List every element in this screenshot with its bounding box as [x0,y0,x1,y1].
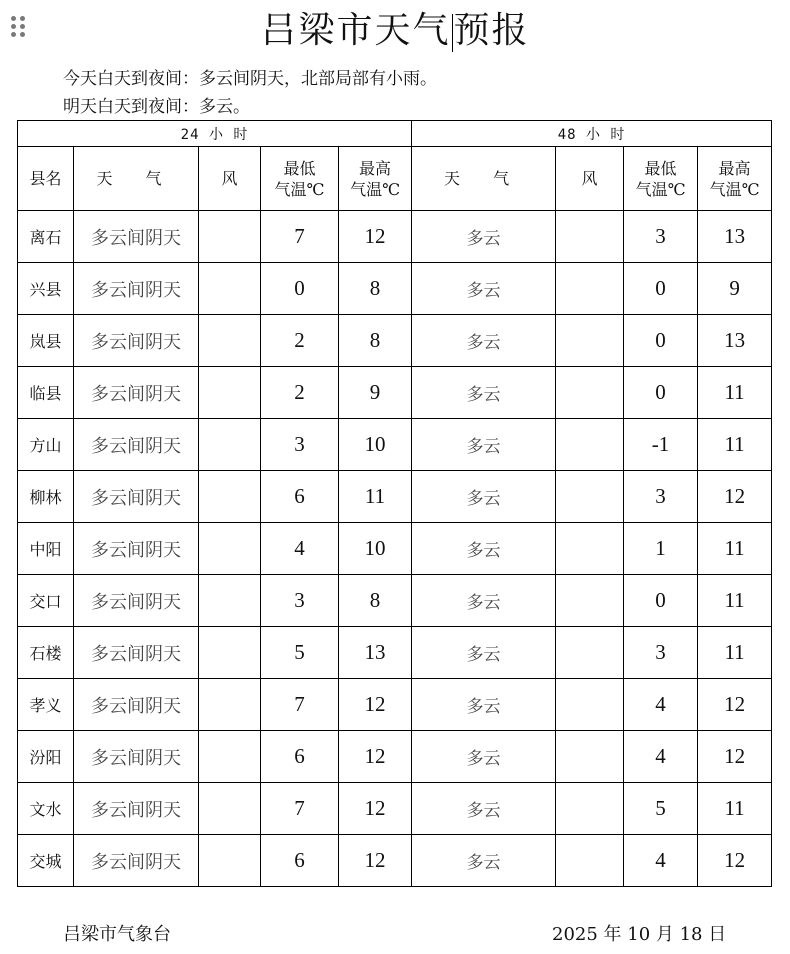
weather-48h-cell: 多云 [412,523,556,575]
min-temp-24h-cell: 3 [261,575,339,627]
wind-48h-cell [556,367,624,419]
county-cell: 文水 [18,783,74,835]
max-temp-48h-cell: 11 [698,627,772,679]
max-temp-48h-cell: 12 [698,679,772,731]
wind-24h-cell [199,263,261,315]
min-temp-24h-cell: 4 [261,523,339,575]
wind-48h-cell [556,315,624,367]
weather-48h-cell: 多云 [412,835,556,887]
max-temp-24h-cell: 12 [339,211,412,263]
weather-48h-cell: 多云 [412,731,556,783]
wind-24h-cell [199,627,261,679]
header-text: 最低 [283,158,316,178]
weather-48h-cell: 多云 [412,367,556,419]
wind-24h-cell [199,367,261,419]
wind-48h-cell [556,575,624,627]
forecast-table [17,120,772,887]
weather-24h-cell: 多云间阴天 [74,835,199,887]
weather-24h-cell: 多云间阴天 [74,419,199,471]
table-row [18,419,772,471]
wind-48h-cell [556,471,624,523]
wind-48h-cell [556,263,624,315]
min-temp-48h-cell: 5 [624,783,698,835]
min-temp-48h-cell: 3 [624,627,698,679]
title-part-2: 预报 [453,10,530,51]
table-row [18,367,772,419]
weather-48h-cell: 多云 [412,419,556,471]
min-temp-24h-cell: 7 [261,211,339,263]
min-temp-48h-header [624,147,698,211]
max-temp-48h-cell: 12 [698,731,772,783]
table-row [18,627,772,679]
weather-48h-cell: 多云 [412,575,556,627]
max-temp-48h-cell: 11 [698,523,772,575]
weather-48h-cell: 多云 [412,263,556,315]
max-temp-24h-cell: 12 [339,835,412,887]
wind-24h-cell [199,471,261,523]
county-header: 县名 [18,147,74,211]
weather-24h-cell: 多云间阴天 [74,471,199,523]
county-cell: 汾阳 [18,731,74,783]
min-temp-48h-cell: 4 [624,731,698,783]
table-row [18,575,772,627]
county-cell: 柳林 [18,471,74,523]
today-forecast-text: 今天白天到夜间：多云间阴天，北部局部有小雨。 [63,69,437,89]
county-cell: 岚县 [18,315,74,367]
wind-24h-cell [199,315,261,367]
max-temp-48h-cell: 9 [698,263,772,315]
county-cell: 方山 [18,419,74,471]
wind-48h-cell [556,835,624,887]
max-temp-48h-cell: 13 [698,315,772,367]
wind-48h-cell [556,783,624,835]
max-temp-48h-cell: 13 [698,211,772,263]
wind-48h-cell [556,731,624,783]
weather-48h-cell: 多云 [412,627,556,679]
max-temp-24h-header [339,147,412,211]
wind-24h-cell [199,731,261,783]
weather-24h-cell: 多云间阴天 [74,367,199,419]
min-temp-48h-cell: 0 [624,263,698,315]
county-cell: 交口 [18,575,74,627]
max-temp-48h-cell: 11 [698,575,772,627]
min-temp-24h-cell: 7 [261,679,339,731]
county-cell: 兴县 [18,263,74,315]
min-temp-48h-cell: 0 [624,575,698,627]
title-part-1: 吕梁市天气 [260,10,451,51]
max-temp-48h-header [698,147,772,211]
table-row [18,835,772,887]
min-temp-24h-cell: 7 [261,783,339,835]
tomorrow-forecast-text: 明天白天到夜间：多云。 [63,97,250,117]
table-row [18,523,772,575]
max-temp-24h-cell: 11 [339,471,412,523]
max-temp-24h-cell: 8 [339,263,412,315]
wind-24h-header: 风 [199,147,261,211]
wind-24h-cell [199,679,261,731]
table-row [18,731,772,783]
min-temp-48h-cell: 0 [624,315,698,367]
max-temp-48h-cell: 12 [698,471,772,523]
wind-48h-cell [556,211,624,263]
wind-48h-cell [556,419,624,471]
min-temp-48h-cell: 3 [624,211,698,263]
header-text: 气温℃ [709,179,760,199]
table-row [18,263,772,315]
table-row [18,783,772,835]
county-cell: 孝义 [18,679,74,731]
wind-24h-cell [199,523,261,575]
weather-24h-cell: 多云间阴天 [74,263,199,315]
min-temp-24h-cell: 5 [261,627,339,679]
weather-48h-cell: 多云 [412,679,556,731]
table-row [18,679,772,731]
min-temp-24h-cell: 6 [261,835,339,887]
period-48h-header: 48 小 时 [412,121,772,147]
min-temp-24h-cell: 2 [261,367,339,419]
header-text: 气温℃ [635,179,686,199]
max-temp-24h-cell: 10 [339,419,412,471]
header-text: 最低 [644,158,677,178]
table-row [18,315,772,367]
min-temp-48h-cell: -1 [624,419,698,471]
max-temp-48h-cell: 12 [698,835,772,887]
wind-48h-cell [556,679,624,731]
weather-24h-cell: 多云间阴天 [74,211,199,263]
issue-date: 2025 年 10 月 18 日 [552,924,727,945]
weather-24h-cell: 多云间阴天 [74,523,199,575]
wind-24h-cell [199,575,261,627]
wind-24h-cell [199,783,261,835]
header-text: 气温℃ [350,179,400,199]
wind-48h-cell [556,627,624,679]
min-temp-24h-cell: 3 [261,419,339,471]
header-text: 气温℃ [274,179,325,199]
max-temp-24h-cell: 9 [339,367,412,419]
weather-24h-cell: 多云间阴天 [74,315,199,367]
county-cell: 交城 [18,835,74,887]
weather-24h-cell: 多云间阴天 [74,679,199,731]
county-cell: 离石 [18,211,74,263]
weather-48h-cell: 多云 [412,315,556,367]
min-temp-24h-cell: 6 [261,731,339,783]
max-temp-48h-cell: 11 [698,419,772,471]
header-text: 最高 [718,158,751,178]
weather-24h-header: 天 气 [74,147,199,211]
min-temp-48h-cell: 1 [624,523,698,575]
header-text: 最高 [359,158,392,178]
min-temp-48h-cell: 4 [624,679,698,731]
wind-24h-cell [199,211,261,263]
weather-48h-cell: 多云 [412,783,556,835]
table-row [18,211,772,263]
max-temp-24h-cell: 8 [339,575,412,627]
max-temp-24h-cell: 12 [339,783,412,835]
weather-24h-cell: 多云间阴天 [74,575,199,627]
min-temp-48h-cell: 0 [624,367,698,419]
weather-48h-cell: 多云 [412,471,556,523]
wind-48h-header: 风 [556,147,624,211]
period-24h-header: 24 小 时 [18,121,412,147]
max-temp-24h-cell: 10 [339,523,412,575]
min-temp-24h-cell: 6 [261,471,339,523]
weather-48h-cell: 多云 [412,211,556,263]
max-temp-24h-cell: 13 [339,627,412,679]
weather-24h-cell: 多云间阴天 [74,731,199,783]
county-cell: 中阳 [18,523,74,575]
document-title[interactable] [0,8,790,54]
max-temp-24h-cell: 8 [339,315,412,367]
issuing-agency: 吕梁市气象台 [63,924,171,945]
weather-48h-header: 天 气 [412,147,556,211]
weather-24h-cell: 多云间阴天 [74,627,199,679]
min-temp-24h-cell: 0 [261,263,339,315]
max-temp-48h-cell: 11 [698,367,772,419]
text-cursor [452,14,453,52]
min-temp-48h-cell: 3 [624,471,698,523]
table-row [18,471,772,523]
county-cell: 石楼 [18,627,74,679]
weather-24h-cell: 多云间阴天 [74,783,199,835]
wind-48h-cell [556,523,624,575]
wind-24h-cell [199,835,261,887]
max-temp-48h-cell: 11 [698,783,772,835]
county-cell: 临县 [18,367,74,419]
min-temp-24h-header [261,147,339,211]
min-temp-48h-cell: 4 [624,835,698,887]
max-temp-24h-cell: 12 [339,679,412,731]
wind-24h-cell [199,419,261,471]
max-temp-24h-cell: 12 [339,731,412,783]
min-temp-24h-cell: 2 [261,315,339,367]
